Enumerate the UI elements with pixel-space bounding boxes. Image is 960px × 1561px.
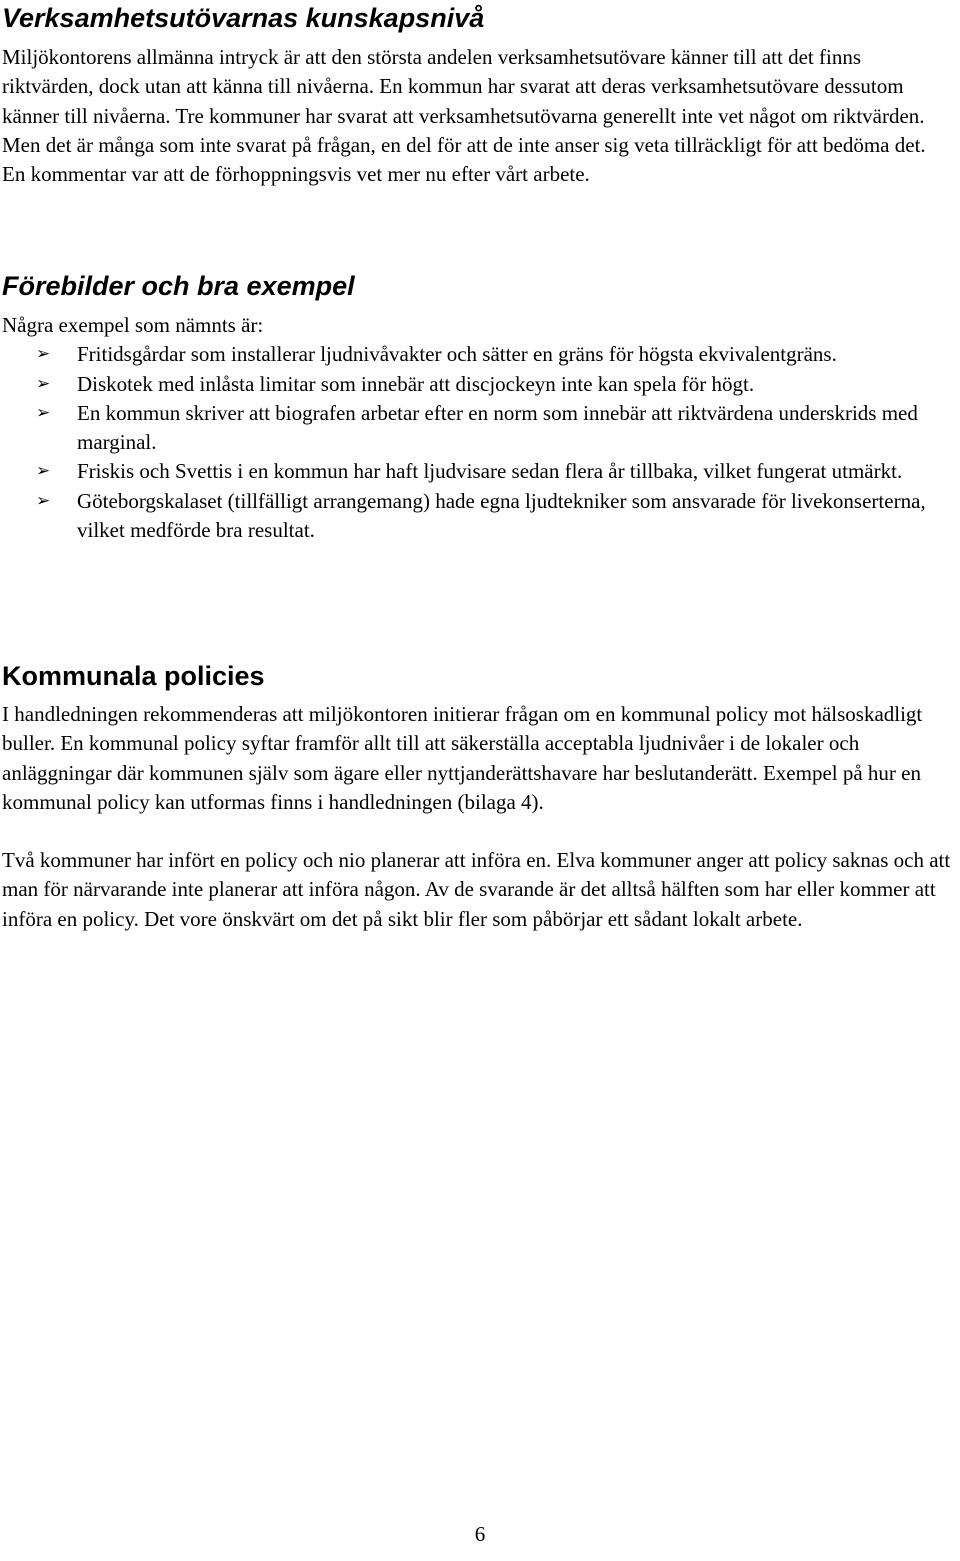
section-heading: Kommunala policies — [2, 661, 265, 691]
section-heading: Verksamhetsutövarnas kunskapsnivå — [2, 3, 485, 33]
section-knowledge-level — [2, 2, 952, 189]
list-item — [2, 457, 952, 486]
list-item-text: Göteborgskalaset (tillfälligt arrangemang) hade egna ljudtekniker som ansvarade för livekonserterna, vilket medförde bra resultat. — [77, 488, 926, 543]
section-examples — [2, 270, 952, 545]
example-list — [2, 340, 952, 545]
list-intro: Några exempel som nämnts är: — [2, 313, 264, 337]
body-paragraph: Miljökontorens allmänna intryck är att den största andelen verksamhetsutövare känner till att det finns riktvärden, dock utan att känna till nivåerna. En kommun har svarat att deras verksamhetsutövare dessutom känner till nivåerna. Tre kommuner har svarat att verksamhetsutövarna generellt inte vet något om riktvärden. Men det är många som inte svarat på frågan, en del för att de inte anser sig veta tillräckligt för att bedöma det. En kommentar var att de förhoppningsvis vet mer nu efter vårt arbete. — [2, 45, 926, 187]
body-paragraph: I handledningen rekommenderas att miljökontoren initierar frågan om en kommunal policy mot hälsoskadligt buller. En kommunal policy syftar framför allt till att säkerställa acceptabla ljudnivåer i de lokaler och anläggningar där kommunen själv som ägare eller nyttjanderättshavare har beslutanderätt. Exempel på hur en kommunal policy kan utformas finns i handledningen (bilaga 4). — [2, 702, 923, 814]
arrow-bullet-icon: ➢ — [36, 373, 51, 394]
section-municipal-policies — [2, 660, 957, 934]
page-number: 6 — [474, 1522, 486, 1546]
list-item — [2, 399, 952, 458]
arrow-bullet-icon: ➢ — [36, 490, 51, 511]
list-item-text: Diskotek med inlåsta limitar som innebär att discjockeyn inte kan spela för högt. — [77, 371, 755, 396]
list-item-text: Fritidsgårdar som installerar ljudnivåvakter och sätter en gräns för högsta ekvivalentgräns. — [77, 342, 837, 367]
arrow-bullet-icon: ➢ — [36, 461, 51, 482]
paragraph-spacer — [2, 817, 957, 846]
list-item-text: En kommun skriver att biografen arbetar efter en norm som innebär att riktvärdena underskrids med marginal. — [77, 400, 918, 455]
arrow-bullet-icon: ➢ — [36, 344, 51, 365]
body-paragraph: Två kommuner har infört en policy och nio planerar att införa en. Elva kommuner anger att policy saknas och att man för närvarande inte planerar att införa någon. Av de svarande är det alltså hälften som har eller kommer att införa en policy. Det vore önskvärt om det på sikt blir fler som påbörjar ett sådant lokalt arbete. — [2, 848, 951, 931]
list-item — [2, 340, 952, 369]
list-item-text: Friskis och Svettis i en kommun har haft ljudvisare sedan flera år tillbaka, vilket fungerat utmärkt. — [77, 459, 903, 484]
section-heading: Förebilder och bra exempel — [2, 271, 355, 301]
arrow-bullet-icon: ➢ — [36, 402, 51, 423]
list-item — [2, 487, 952, 546]
list-item — [2, 370, 952, 399]
